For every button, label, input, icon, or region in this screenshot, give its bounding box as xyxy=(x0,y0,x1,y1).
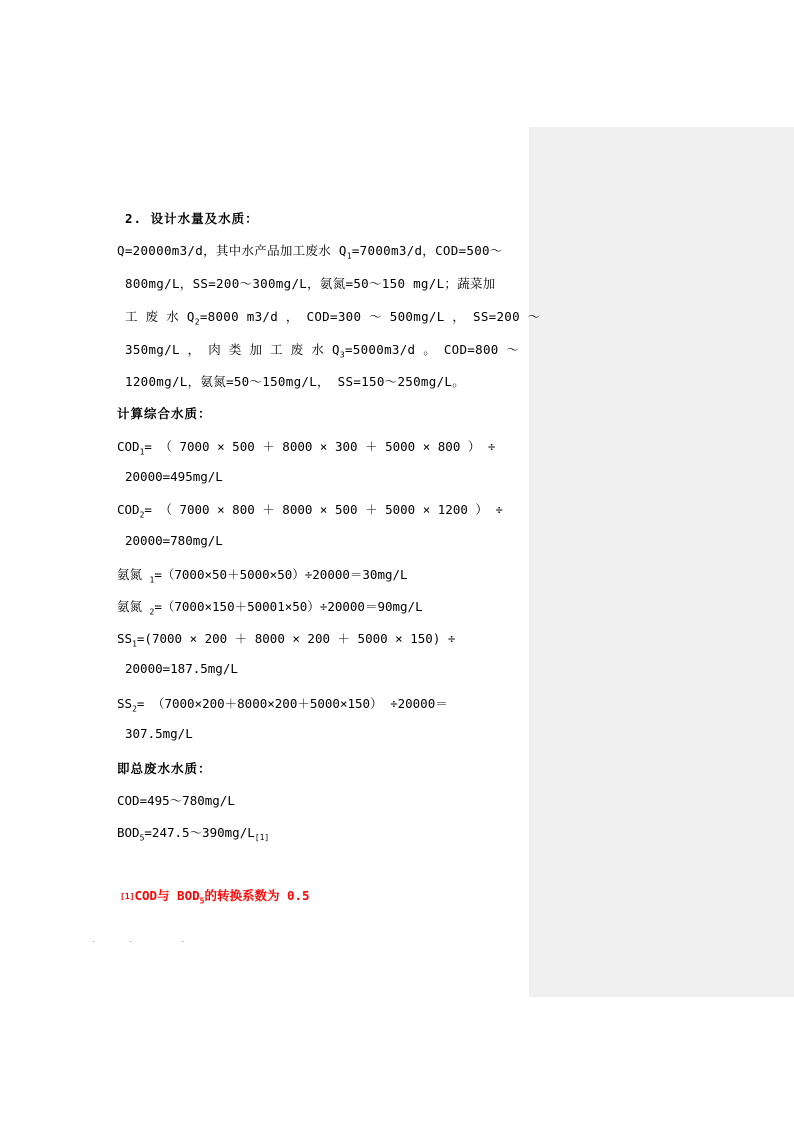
nh2-line: 氨氮 $_2$=（7000×150＋50001×50）÷20000＝90mg/L xyxy=(117,599,423,617)
cod2-result: 20000=780mg/L xyxy=(125,533,223,548)
comment-pane xyxy=(529,127,794,997)
bod-line: $BOD_5=247.5\sim 390mg/L_{[1]}$ xyxy=(117,825,270,843)
para-line-1: Q=20000m3/d，其中水产品加工废水 $Q_1=7000m3/d$，COD=500～ xyxy=(117,243,503,261)
total-heading: 即总废水水质： xyxy=(117,761,212,776)
dot-mark: . xyxy=(92,937,96,944)
ss1-line: $SS_1=(7000 \times 200 + 8000 \times 200 + 5000 \times 150)$ ÷ xyxy=(117,631,456,649)
dot-mark: . xyxy=(181,937,185,944)
footnote-ref[interactable]: [1] xyxy=(254,833,270,842)
dot-mark: . xyxy=(129,937,133,944)
ss2-result: 307.5mg/L xyxy=(125,726,193,741)
ss2-line: $SS_2= (7000\times 200+8000\times 200+5000\times 150) \div 20000=$ xyxy=(117,696,448,714)
comment-ref[interactable]: [1] xyxy=(120,892,135,901)
para-line-3: 工 废 水 $Q_2=8000$ m3/d ， COD=300 ～ 500mg/L ， SS=200 ～ xyxy=(125,309,541,327)
para-line-4: 350mg/L ， 肉 类 加 工 废 水 $Q_3=5000m3/d$ 。 COD=800 ～ xyxy=(125,342,520,360)
ss1-result: 20000=187.5mg/L xyxy=(125,661,238,676)
comment-text: [1]COD与 $BOD_5$的转换系数为 0.5 xyxy=(120,888,310,906)
cod1-result: 20000=495mg/L xyxy=(125,469,223,484)
cod1-line: $COD_1=$ （ 7000 × 500 ＋ 8000 × 300 ＋ 5000 × 800 ） ÷ xyxy=(117,439,496,457)
nh1-line: 氨氮 $_1$=（7000×50＋5000×50）÷20000＝30mg/L xyxy=(117,567,408,585)
section-heading: 2. 设计水量及水质： xyxy=(125,211,259,226)
cod2-line: $COD_2=$ （ 7000 × 800 ＋ 8000 × 500 ＋ 5000 × 1200 ） ÷ xyxy=(117,502,503,520)
cod-total: COD=495～780mg/L xyxy=(117,793,235,808)
calc-heading: 计算综合水质： xyxy=(117,406,212,421)
para-line-2: 800mg/L，SS=200～300mg/L，氨氮=50～150 mg/L；蔬菜加 xyxy=(125,276,496,291)
para-line-5: 1200mg/L，氨氮=50～150mg/L， SS=150～250mg/L。 xyxy=(125,374,466,389)
